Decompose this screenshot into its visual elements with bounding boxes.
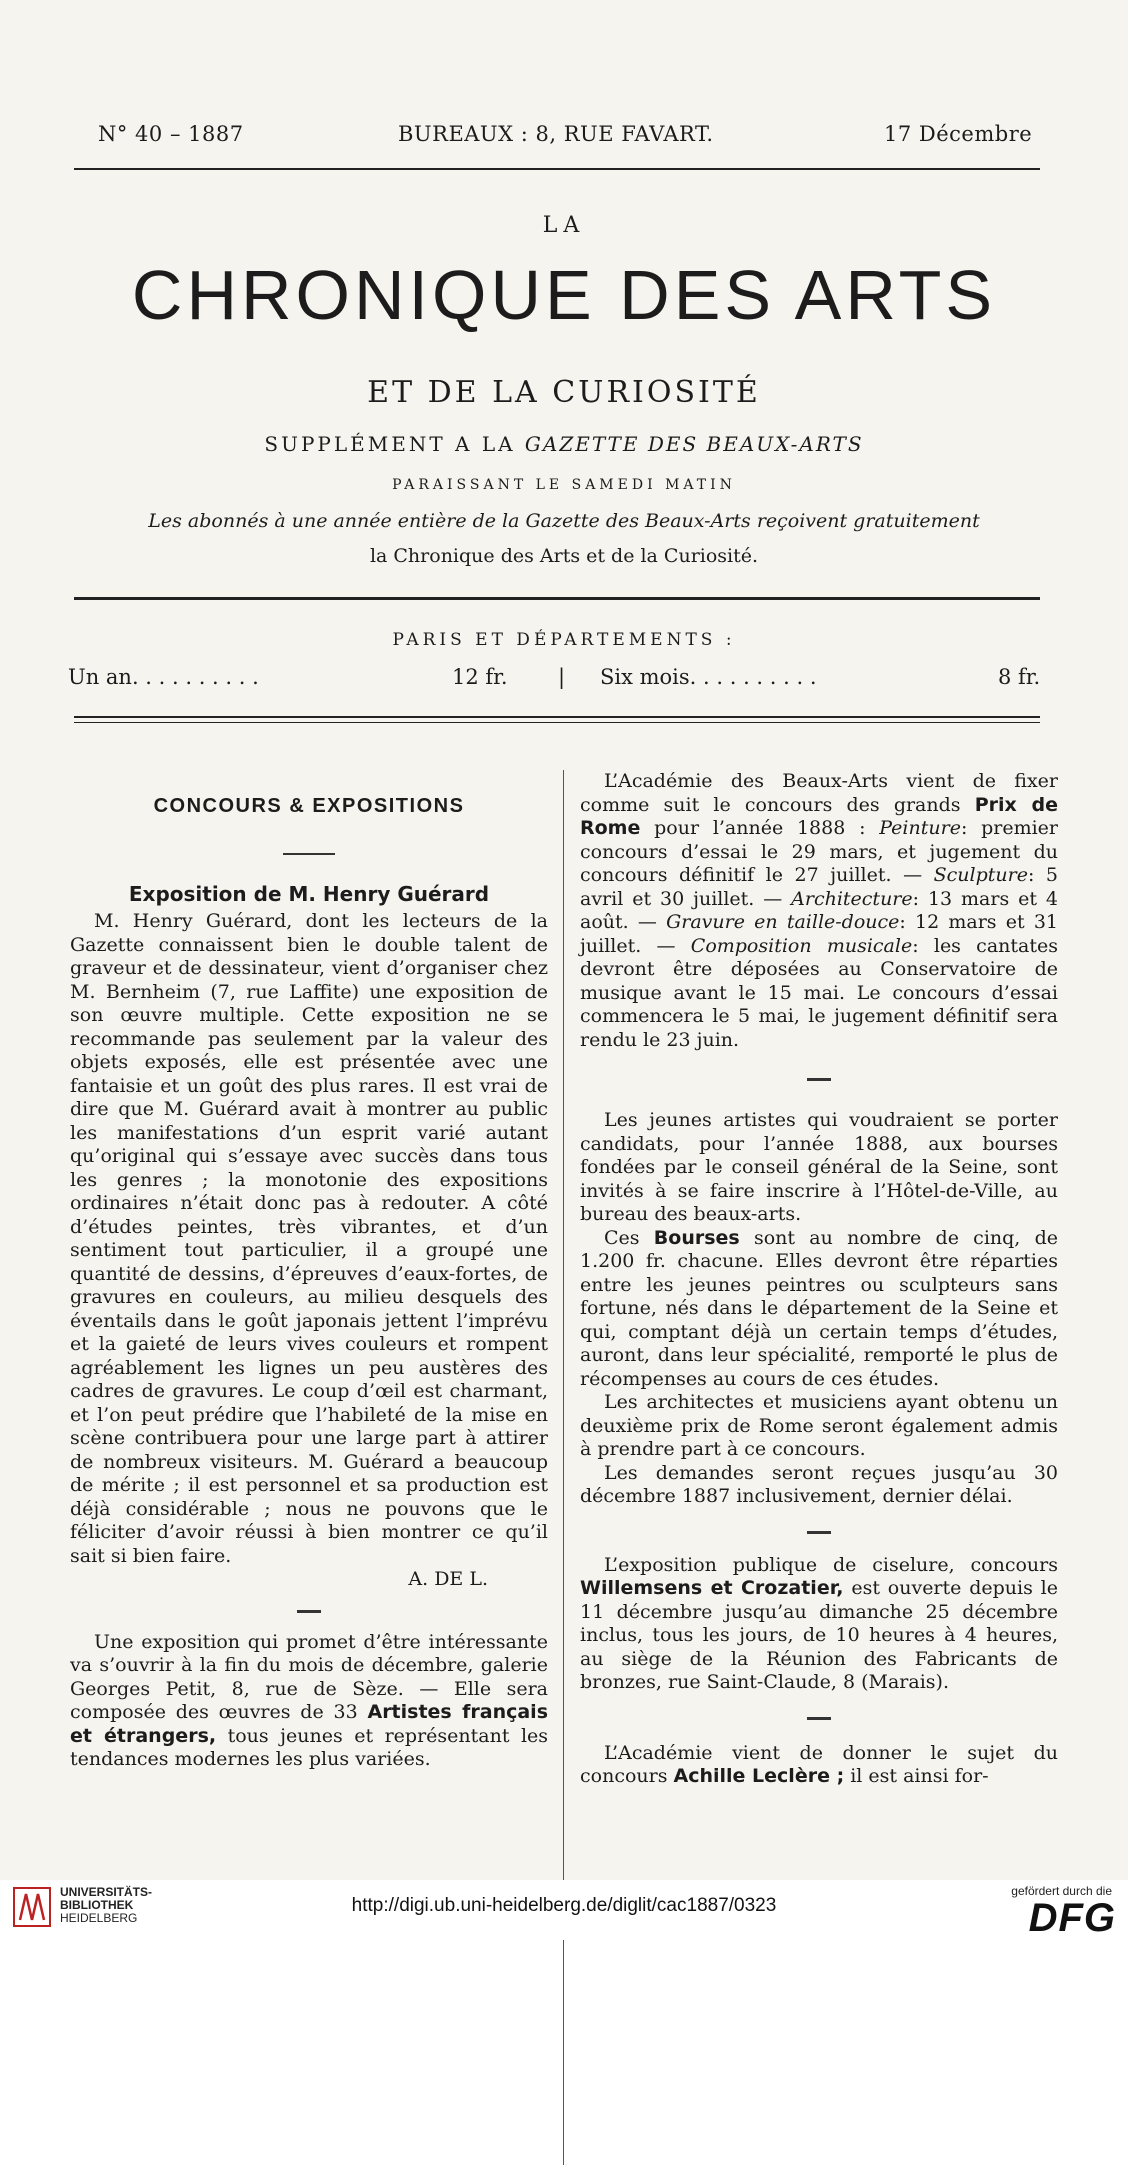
composition-italic: Composition musicale <box>690 934 913 957</box>
masthead-la: LA <box>542 213 586 238</box>
subscription-rule-bottom <box>74 716 1040 718</box>
gravure-italic: Gravure en taille-douce <box>666 911 900 933</box>
subscription-heading: PARIS ET DÉPARTEMENTS : <box>392 630 736 650</box>
semester-price: 8 fr. <box>998 665 1041 689</box>
subscription-rule-bottom-2 <box>74 722 1040 723</box>
ciselure-paragraph <box>580 1554 1058 1695</box>
right-column <box>580 770 1058 1789</box>
p2-bold: Artistes français et étrangers, <box>70 1701 548 1747</box>
library-line: BIBLIOTHEK <box>60 1898 134 1912</box>
masthead-title: CHRONIQUE DES ARTS <box>131 256 997 334</box>
abonnes-line-1: Les abonnés à une année entière de la Gazette des Beaux-Arts reçoivent gratuitement <box>148 510 980 532</box>
text-run: : 5 avril et 30 juillet. — <box>580 864 1058 910</box>
article-paragraph-1: M. Henry Guérard, dont les lecteurs de la Gazette connaissent bien le double talent de graveur et de dessinateur, vient d’organiser chez M. Bernheim (7, rue Laffite) une exposition de son œuvre multiple. Cette exposition ne se recommande pas seulement par la valeur des objets exposés, elle est présentée avec une fantaisie et un goût des plus rares. Il est vrai de dire que M. Guérard avait à montrer au public les manifestations d’un esprit varié autant qu’original qui s’essaye avec succès dans tous les genres ; la monotonie des expositions ordinaires n’était donc pas à redouter. A côté d’études peintes, très vibrantes, et d’un sentiment tout particulier, il a groupé une quantité de dessins, d’épreuves d’eaux-fortes, de gravures en couleurs, au milieu desquels des éventails dans le goût japonais jettent l’imprévu et la gaieté de leurs vives couleurs et rompent agréablement les lignes un peu austères des cadres de gravures. Le coup d’œil est charmant, et l’on peut prédire que l’habileté de la mise en scène contribuera pour une large part à attirer de nombreux visiteurs. M. Guérard a beaucoup de mérite ; il est personnel et sa production est déjà considérable ; nous ne pouvons que le féliciter d’avoir réussi à bien montrer ce qu’il sait si bien faire. <box>70 910 548 1567</box>
peinture-italic: Peinture <box>879 817 961 839</box>
text-run: Ces <box>604 1226 640 1249</box>
demandes-paragraph: Les demandes seront reçues jusqu’au 30 décembre 1887 inclusivement, dernier délai. <box>580 1461 1058 1507</box>
p2-text: Une exposition qui promet d’être intéressante va s’ouvrir à la fin du mois de décembre, galerie Georges Petit, 8, rue de Sèze. — Elle sera composée des œuvres de 33 <box>70 1630 548 1723</box>
p2-end: tous jeunes et représentant les tendances modernes les plus variées. <box>70 1724 549 1770</box>
supplement-title: GAZETTE DES BEAUX-ARTS <box>524 432 864 456</box>
prix-de-rome-bold: Prix de Rome <box>580 793 1059 839</box>
dfg-logo: DFG <box>1028 1896 1116 1940</box>
prix-de-rome-paragraph <box>580 770 1058 1052</box>
bureaux-address: BUREAUX : 8, RUE FAVART. <box>398 122 714 146</box>
article-signature: A. DE L. <box>408 1568 488 1590</box>
subscription-rule-top <box>74 597 1040 600</box>
funded-by-label: gefördert durch die <box>1011 1884 1112 1898</box>
text-run: L’Académie vient de donner le sujet du concours <box>580 1741 1058 1787</box>
parution-line: PARAISSANT LE SAMEDI MATIN <box>392 477 736 493</box>
library-line: HEIDELBERG <box>60 1911 138 1925</box>
article-title: Exposition de M. Henry Guérard <box>128 881 490 906</box>
permalink-url[interactable]: http://digi.ub.uni-heidelberg.de/diglit/cac1887/0323 <box>351 1895 777 1916</box>
article-paragraph-2 <box>70 1631 548 1772</box>
semester-label: Six mois. . . . . . . . . . <box>600 665 817 689</box>
library-line: UNIVERSITÄTS- <box>60 1885 153 1899</box>
text-run: L’Académie des Beaux-Arts vient de fixer comme suit le concours des grands <box>580 770 1058 816</box>
annual-label: Un an. . . . . . . . . . <box>68 665 259 689</box>
masthead-subtitle: ET DE LA CURIOSITÉ <box>367 375 761 410</box>
text-run: sont au nombre de cinq, de 1.200 fr. chacune. Elles devront être réparties entre les jeunes peintres ou sculpteurs sans fortune, nés dans le département de la Seine et qui, comptant déjà un certain temps d’études, auront, dans leur spécialité, remporté le plus de récompenses au cours de ces études. <box>580 1226 1058 1390</box>
issue-date: 17 Décembre <box>884 122 1033 146</box>
willemsens-bold: Willemsens et Crozatier, <box>580 1577 844 1599</box>
text-run: est ouverte depuis le 11 décembre jusqu’au dimanche 25 décembre inclus, tous les jours, de 10 heures à 4 heures, au siège de la Réunion des Fabricants de bronzes, rue Saint-Claude, 8 (Marais). <box>580 1577 1058 1693</box>
bourses-details <box>580 1227 1058 1392</box>
left-column <box>70 795 548 1772</box>
text-run: : premier concours d’essai le 29 mars, et jugement du concours définitif le 27 juillet. — <box>580 817 1059 886</box>
text-run: : les cantates devront être déposées au Conservatoire de musique avant le 15 mai. Le concours d’essai commencera le 5 mai, le jugement définitif sera rendu le 23 juin. <box>580 934 1058 1051</box>
bourses-paragraph: Les jeunes artistes qui voudraient se porter candidats, pour l’année 1888, aux bourses fondées par le conseil général de la Seine, sont invités à se faire inscrire à l’Hôtel-de-Ville, au bureau des beaux-arts. <box>580 1109 1058 1225</box>
leclere-paragraph <box>580 1742 1058 1789</box>
bourses-bold: Bourses <box>653 1226 740 1249</box>
column-divider <box>563 770 564 2165</box>
text-run: : 12 mars et 31 juillet. — <box>580 911 1059 957</box>
abonnes-line-2: la Chronique des Arts et de la Curiosité. <box>369 545 759 567</box>
text-run: L’exposition publique de ciselure, concours <box>604 1553 1058 1576</box>
annual-price: 12 fr. <box>452 665 508 689</box>
leclere-bold: Achille Leclère ; <box>673 1765 845 1787</box>
text-run: : 13 mars et 4 août. — <box>580 887 1058 933</box>
section-title: CONCOURS & EXPOSITIONS <box>153 795 465 817</box>
text-run: il est ainsi for- <box>850 1765 989 1787</box>
issue-number: N° 40 – 1887 <box>98 122 244 146</box>
header-rule <box>74 168 1040 170</box>
supplement-line <box>0 432 1128 456</box>
architecture-italic: Architecture <box>791 887 913 910</box>
supplement-prefix: SUPPLÉMENT A LA <box>264 432 516 456</box>
sculpture-italic: Sculpture <box>933 864 1028 886</box>
architectes-paragraph: Les architectes et musiciens ayant obtenu un deuxième prix de Rome seront également admis à prendre part à ce concours. <box>580 1391 1058 1460</box>
price-separator: | <box>558 665 566 689</box>
text-run: pour l’année 1888 : <box>654 817 866 839</box>
